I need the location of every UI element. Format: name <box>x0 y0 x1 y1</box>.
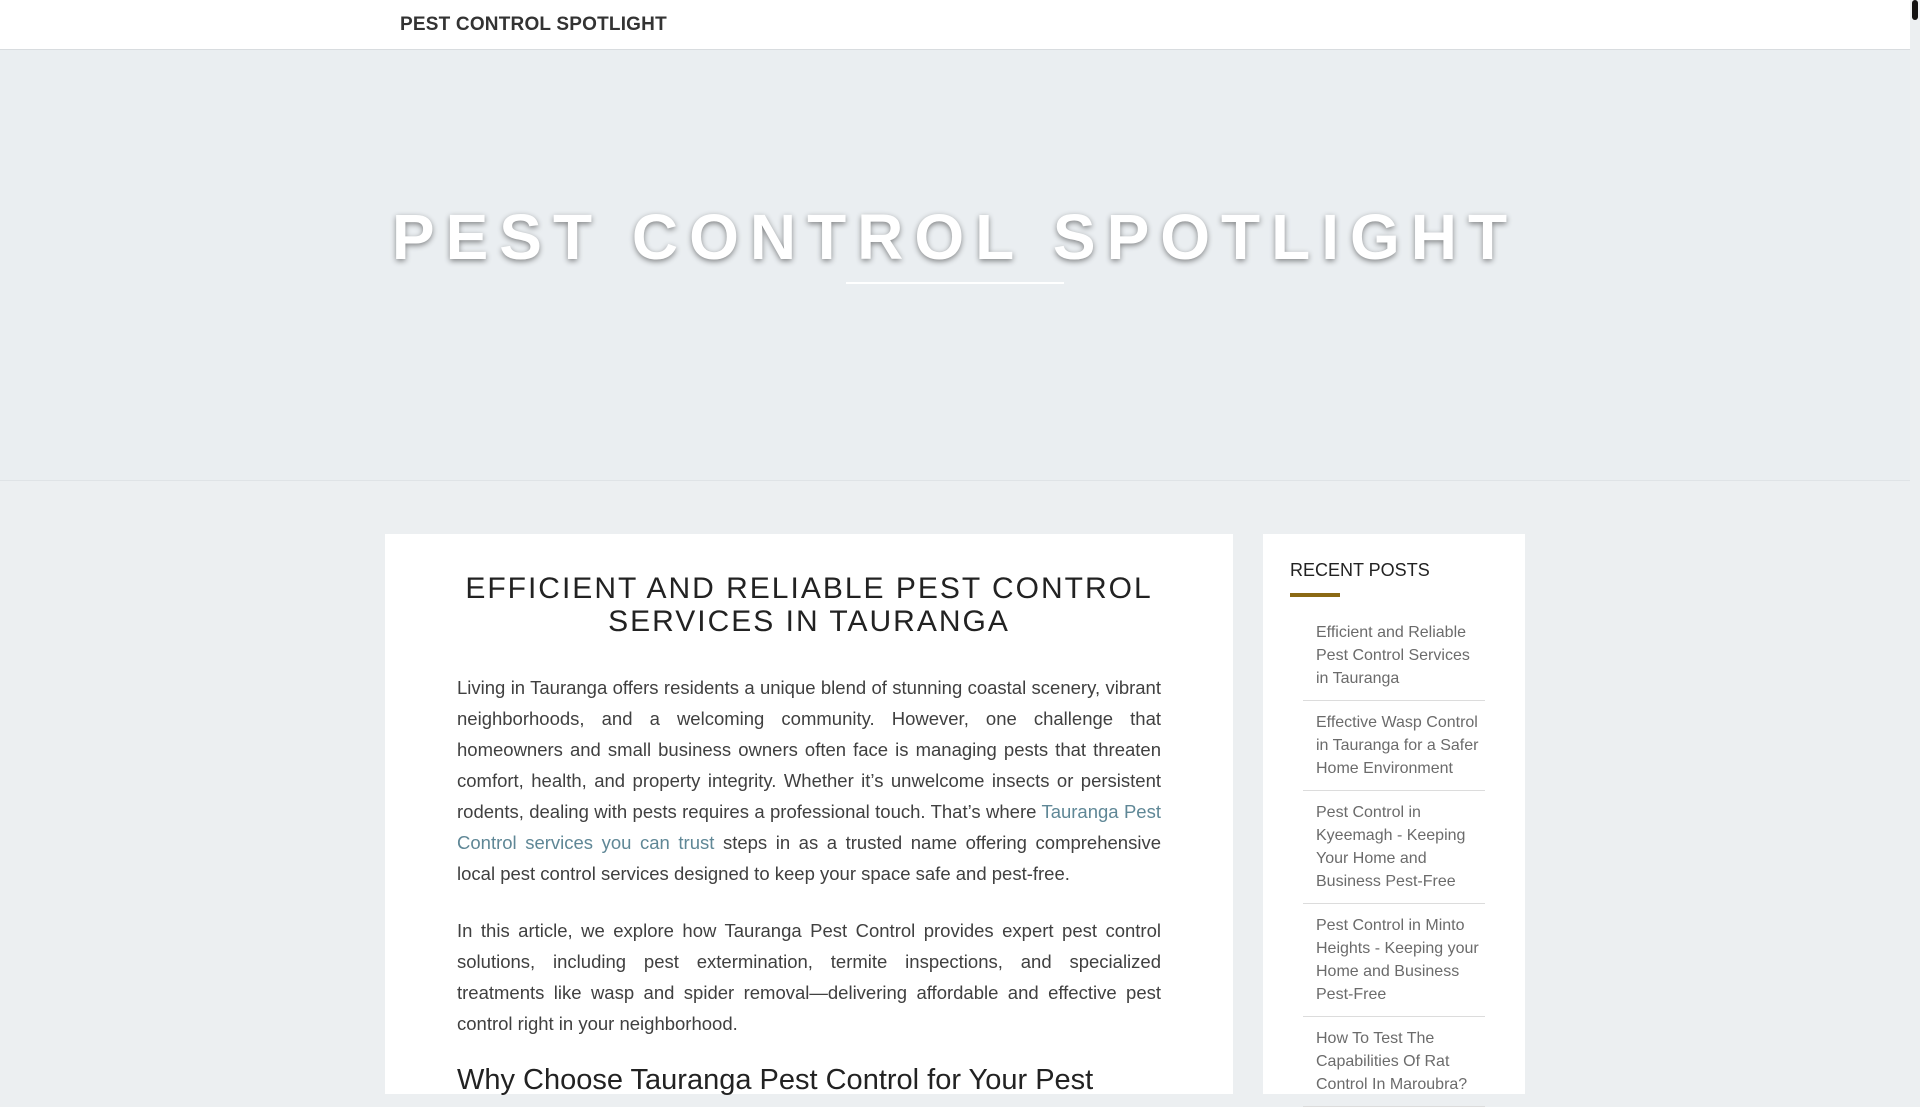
hero-divider <box>846 282 1064 284</box>
hero-title: PEST CONTROL SPOTLIGHT <box>391 201 1519 273</box>
top-navbar <box>0 0 1910 50</box>
recent-post-link[interactable]: Effective Wasp Control in Tauranga for a Safer Home Environment <box>1316 714 1479 777</box>
scrollbar-thumb[interactable] <box>1912 0 1918 20</box>
title-underline <box>1290 593 1340 597</box>
recent-posts-title: RECENT POSTS <box>1290 560 1430 580</box>
article-card <box>385 534 1233 1094</box>
article-paragraph-1 <box>457 672 1161 889</box>
list-item <box>1303 711 1485 791</box>
site-brand-link[interactable]: PEST CONTROL SPOTLIGHT <box>400 14 667 35</box>
paragraph-text: Living in Tauranga offers residents a unique blend of stunning coastal scenery, vibrant neighborhoods, and a welcoming community. However, one challenge that homeowners and small business owners often face is managing pests that threaten comfort, health, and property integrity. Whether it’s unwelcome insects or persistent rodents, dealing with pests requires a professional touch. That’s where <box>457 677 1161 822</box>
recent-posts-widget <box>1263 534 1525 1094</box>
recent-posts-list <box>1303 621 1485 1107</box>
recent-post-link[interactable]: Efficient and Reliable Pest Control Services in Tauranga <box>1316 624 1470 687</box>
paragraph-text: steps in as a trusted name offering comprehensive local pest control services designed to keep your space safe and pest-free. <box>457 832 1161 884</box>
list-item <box>1303 914 1485 1017</box>
recent-post-link[interactable]: Pest Control in Minto Heights - Keeping your Home and Business Pest-Free <box>1316 917 1479 1003</box>
list-item <box>1303 621 1485 701</box>
article-subheading: Why Choose Tauranga Pest Control for Your Pest <box>457 1064 1094 1096</box>
list-item <box>1303 1027 1485 1107</box>
article-body <box>457 672 1161 1096</box>
hero-banner <box>0 50 1910 481</box>
list-item <box>1303 801 1485 904</box>
tauranga-pest-control-link[interactable]: Tauranga Pest Control services you can trust <box>457 801 1161 853</box>
recent-post-link[interactable]: How To Test The Capabilities Of Rat Control In Maroubra? <box>1316 1030 1468 1093</box>
recent-post-link[interactable]: Pest Control in Kyeemagh - Keeping Your Home and Business Pest-Free <box>1316 804 1466 890</box>
article-title: EFFICIENT AND RELIABLE PEST CONTROL SERVICES IN TAURANGA <box>465 572 1153 638</box>
article-paragraph-2: In this article, we explore how Tauranga Pest Control provides expert pest control solutions, including pest extermination, termite inspections, and specialized treatments like wasp and spider removal—delivering affordable and effective pest control right in your neighborhood. <box>457 920 1161 1034</box>
